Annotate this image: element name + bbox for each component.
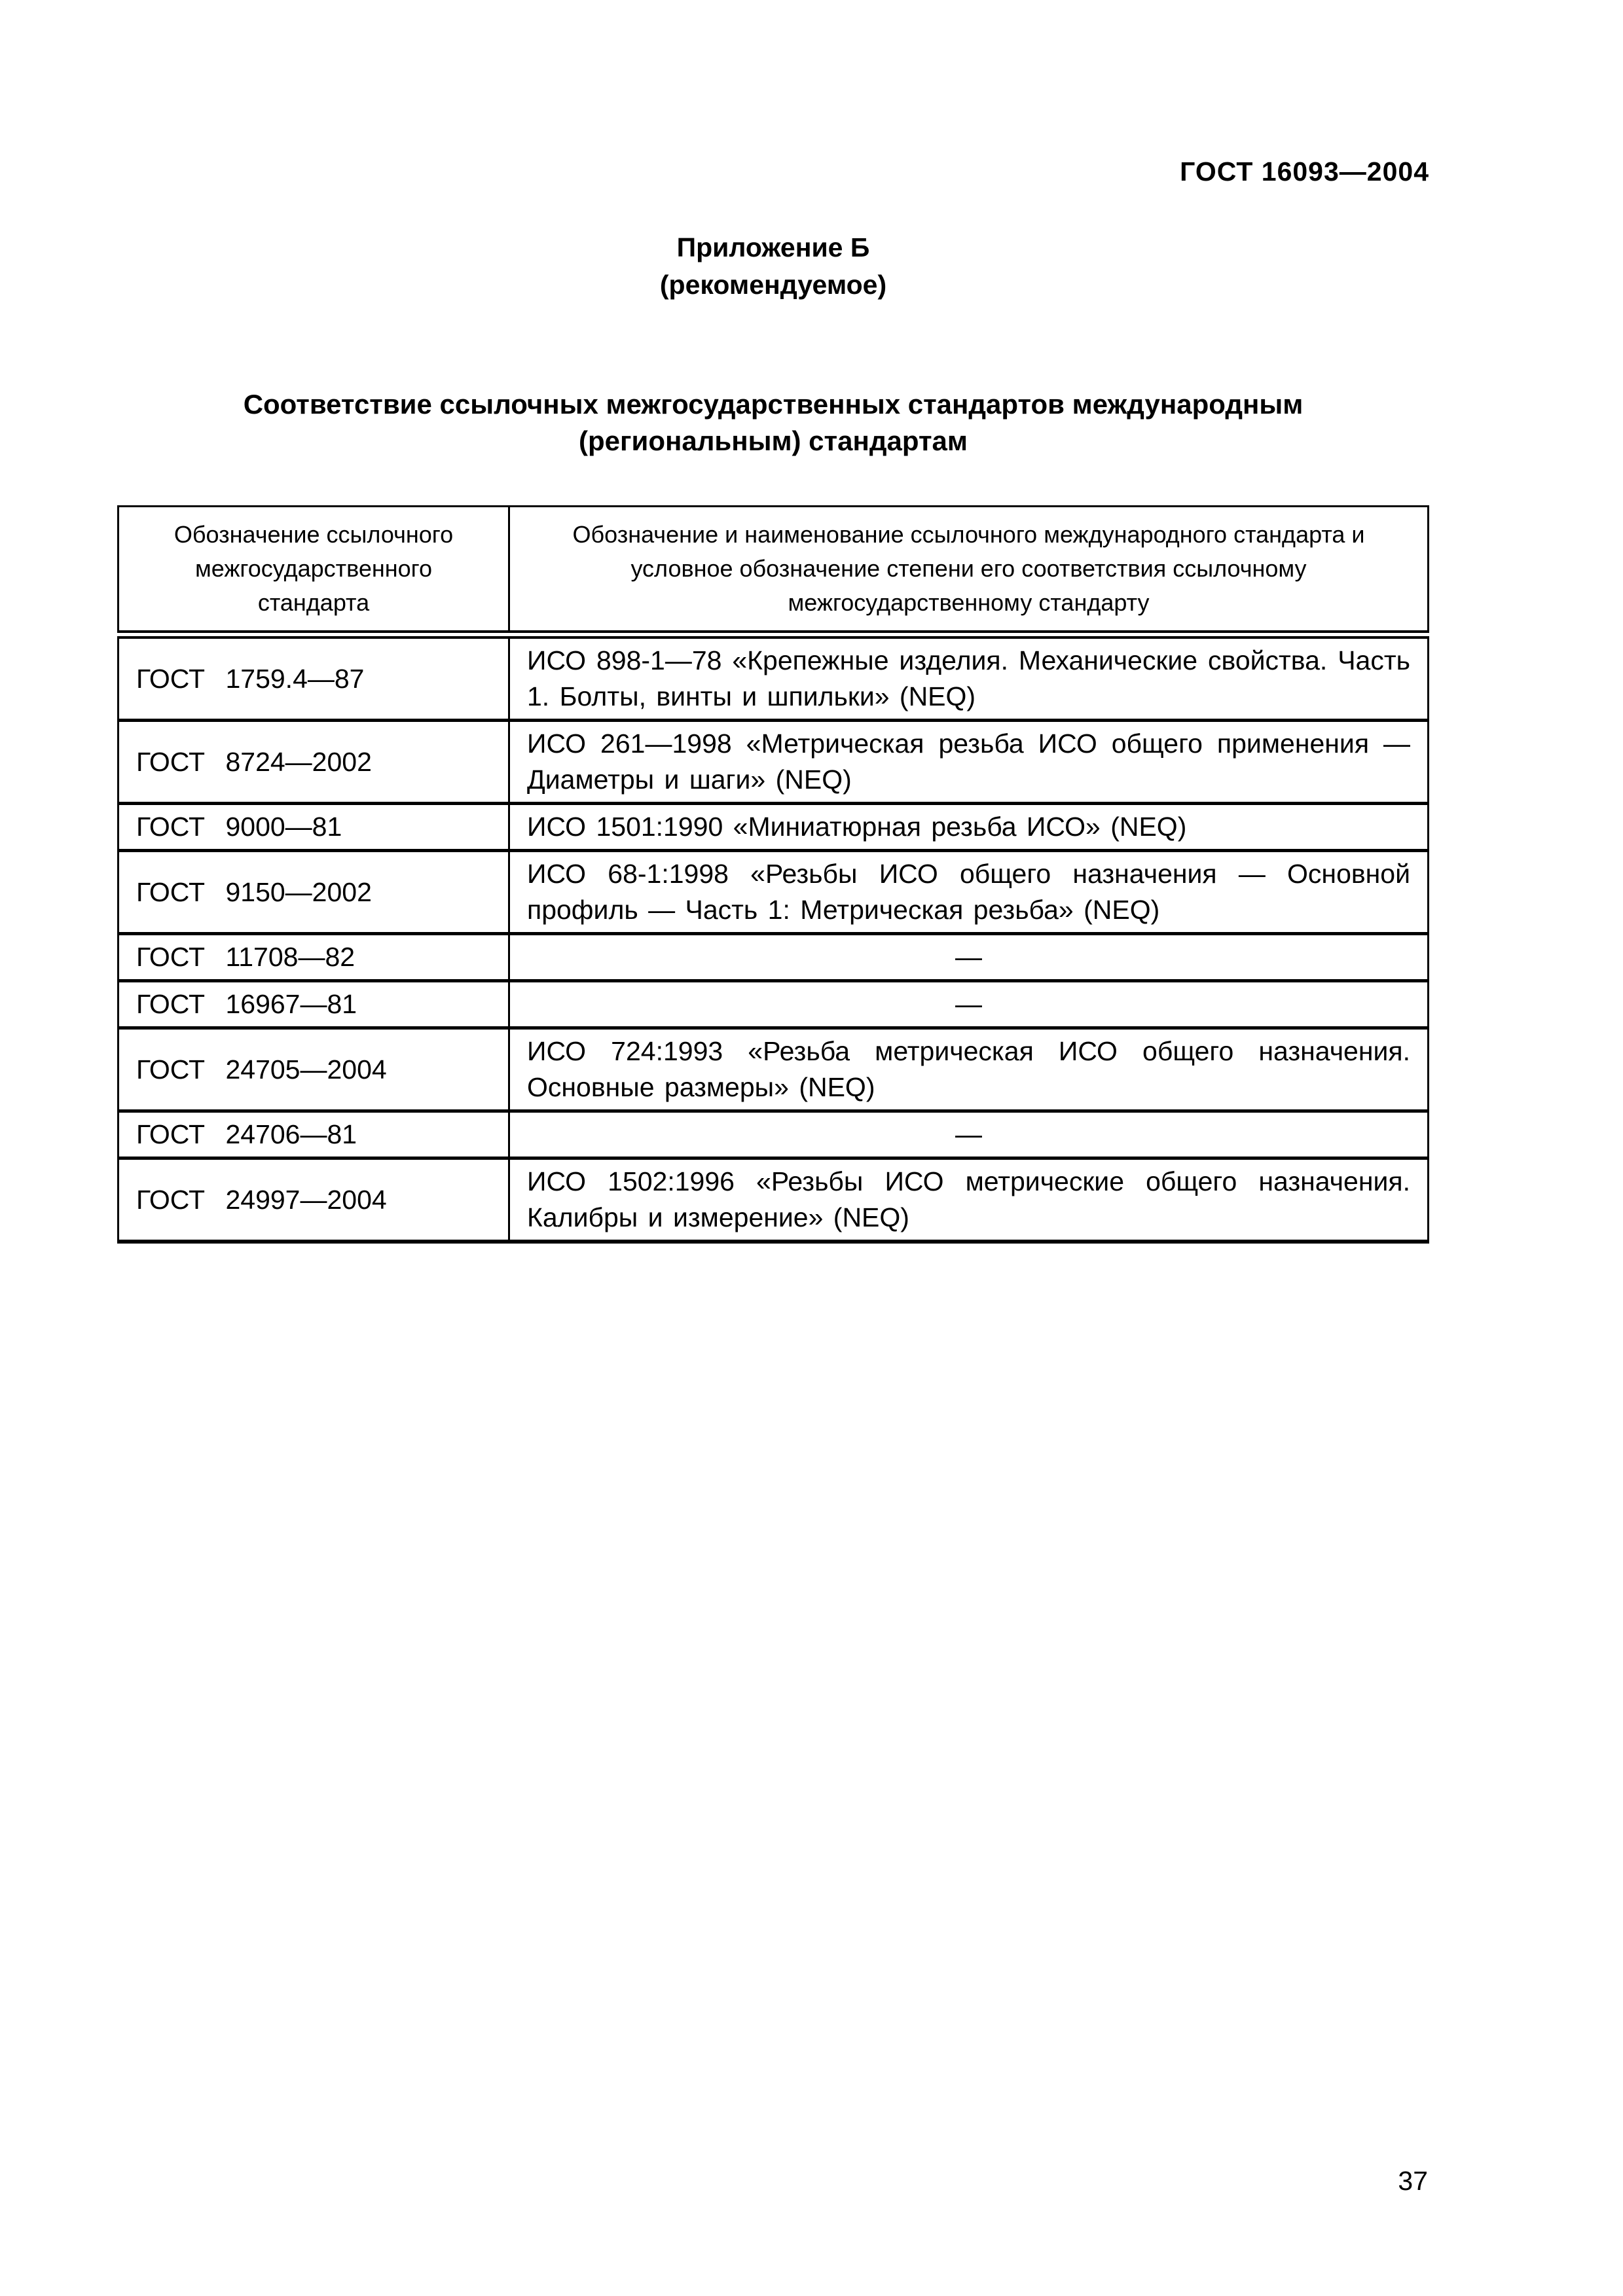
table-row — [119, 1028, 1429, 1111]
table-row — [119, 635, 1429, 721]
iso-designation-cell: — — [509, 934, 1429, 981]
iso-designation-cell: ИСО 898-1—78 «Крепежные изделия. Механические свойства. Часть 1. Болты, винты и шпильки» (NEQ) — [509, 635, 1429, 721]
gost-designation-cell: ГОСТ 11708—82 — [119, 934, 509, 981]
gost-designation-cell: ГОСТ 16967—81 — [119, 981, 509, 1028]
gost-designation-cell: ГОСТ 24997—2004 — [119, 1158, 509, 1242]
table-header — [119, 507, 1429, 635]
appendix-subtitle: (рекомендуемое) — [659, 270, 887, 300]
appendix-heading — [117, 229, 1429, 304]
table-body — [119, 635, 1429, 1242]
section-title: Соответствие ссылочных межгосударственных стандартов международным (региональным) стандартам — [243, 389, 1304, 456]
gost-designation-cell: ГОСТ 1759.4—87 — [119, 635, 509, 721]
table-row — [119, 981, 1429, 1028]
table-row — [119, 1111, 1429, 1158]
gost-designation-cell: ГОСТ 24705—2004 — [119, 1028, 509, 1111]
table-row — [119, 1158, 1429, 1242]
iso-designation-cell: ИСО 68-1:1998 «Резьбы ИСО общего назначения — Основной профиль — Часть 1: Метрическая резьба» (NEQ) — [509, 851, 1429, 934]
gost-designation-cell: ГОСТ 8724—2002 — [119, 721, 509, 804]
header-gost-column: Обозначение ссылочного межгосударственного стандарта — [119, 507, 509, 635]
iso-designation-cell: ИСО 724:1993 «Резьба метрическая ИСО общего назначения. Основные размеры» (NEQ) — [509, 1028, 1429, 1111]
gost-designation-cell: ГОСТ 9150—2002 — [119, 851, 509, 934]
appendix-title: Приложение Б — [676, 232, 870, 262]
doc-code: ГОСТ 16093—2004 — [1180, 156, 1429, 187]
gost-designation-cell: ГОСТ 24706—81 — [119, 1111, 509, 1158]
standards-correspondence-table — [117, 505, 1429, 1244]
table-row — [119, 721, 1429, 804]
page-number: 37 — [1398, 2166, 1428, 2196]
iso-designation-cell: — — [509, 981, 1429, 1028]
iso-designation-cell: ИСО 1502:1996 «Резьбы ИСО метрические общего назначения. Калибры и измерение» (NEQ) — [509, 1158, 1429, 1242]
table-row — [119, 851, 1429, 934]
iso-designation-cell: ИСО 261—1998 «Метрическая резьба ИСО общего применения — Диаметры и шаги» (NEQ) — [509, 721, 1429, 804]
header-iso-column: Обозначение и наименование ссылочного международного стандарта и условное обозначение степени его соответствия ссылочному межгосударственному стандарту — [509, 507, 1429, 635]
page-content — [117, 0, 1429, 2197]
gost-designation-cell: ГОСТ 9000—81 — [119, 804, 509, 851]
table-row — [119, 804, 1429, 851]
table-row — [119, 934, 1429, 981]
iso-designation-cell: ИСО 1501:1990 «Миниатюрная резьба ИСО» (NEQ) — [509, 804, 1429, 851]
iso-designation-cell: — — [509, 1111, 1429, 1158]
